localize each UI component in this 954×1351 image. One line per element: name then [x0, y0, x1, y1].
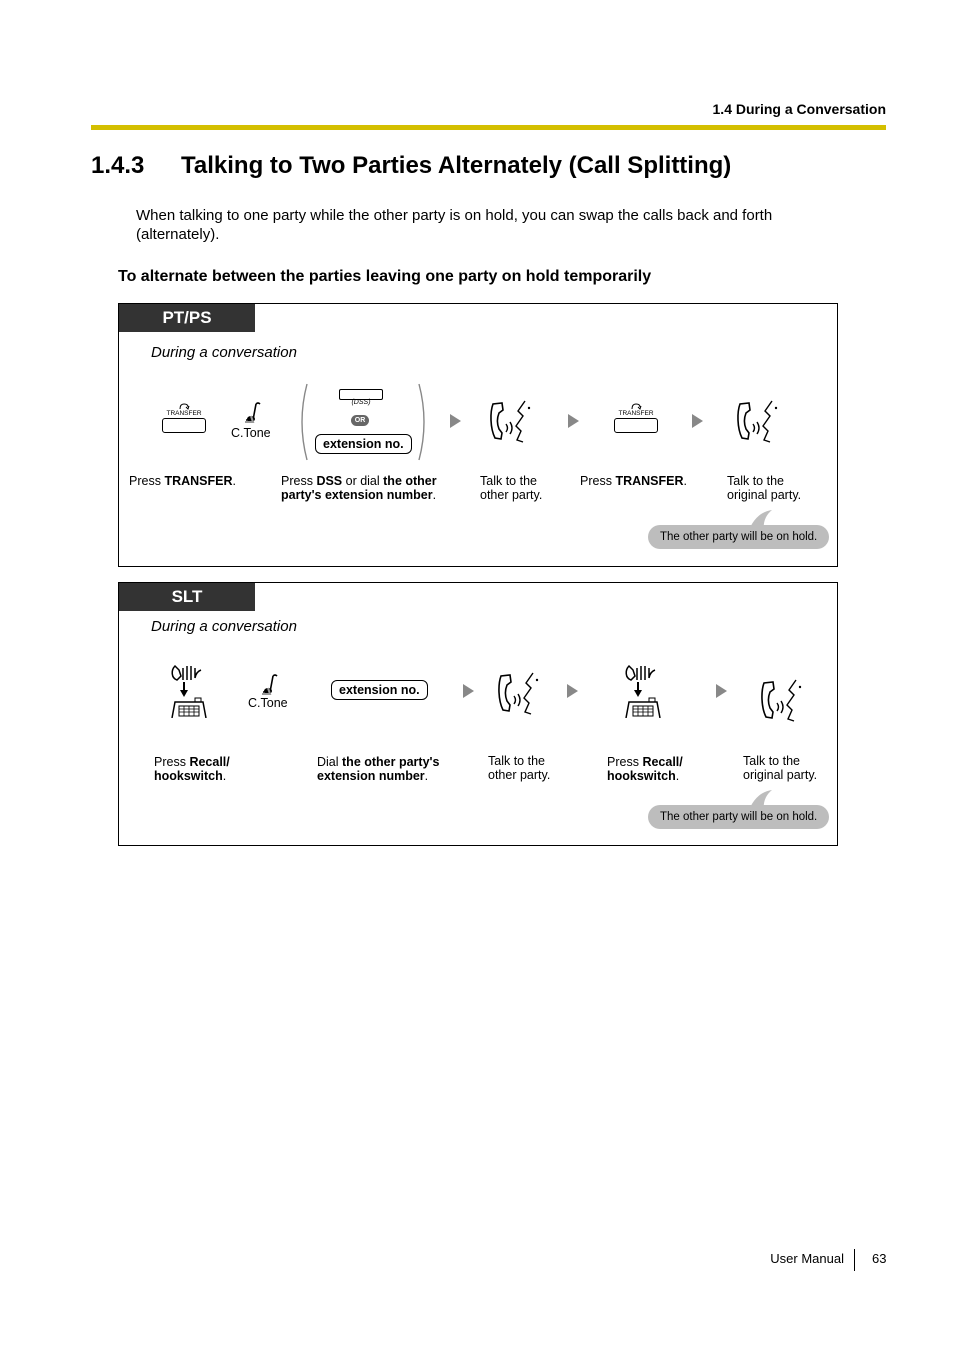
extension-no-button: extension no.	[315, 434, 412, 454]
arrow-icon	[692, 414, 703, 428]
page-title: Talking to Two Parties Alternately (Call Splitting)	[181, 152, 732, 179]
panel-ptps	[118, 303, 838, 567]
ctone-label: C.Tone	[231, 426, 271, 440]
arrow-icon	[463, 684, 474, 698]
arrow-icon	[450, 414, 461, 428]
during-label: During a conversation	[151, 344, 297, 361]
transfer-label: TRANSFER	[166, 410, 202, 417]
transfer-key	[614, 418, 658, 433]
step-caption: Dial the other party's extension number.	[317, 755, 440, 783]
footer-divider	[854, 1249, 855, 1271]
ctone-label: C.Tone	[248, 696, 288, 710]
transfer-key	[162, 418, 206, 433]
step-caption: Press DSS or dial the other party's extension number.	[281, 474, 437, 502]
step-caption: Talk to the other party.	[488, 754, 551, 782]
confirmation-tone-icon	[260, 670, 280, 696]
curl-arrow-icon	[630, 402, 642, 410]
subheading: To alternate between the parties leaving one party on hold temporarily	[118, 268, 652, 285]
curl-arrow-icon	[178, 402, 190, 410]
intro-text: When talking to one party while the other party is on hold, you can swap the calls back and forth (alternately).	[136, 207, 773, 243]
arrow-icon	[716, 684, 727, 698]
extension-no-button: extension no.	[331, 680, 428, 700]
step-caption: Press Recall/ hookswitch.	[607, 755, 683, 783]
step-caption: Talk to the other party.	[480, 474, 543, 502]
section-number: 1.4.3	[91, 152, 145, 179]
talk-icon	[487, 398, 537, 444]
hold-note: The other party will be on hold.	[648, 525, 829, 549]
hold-note: The other party will be on hold.	[648, 805, 829, 829]
tab-ptps: PT/PS	[119, 304, 255, 332]
or-badge: OR	[351, 415, 369, 426]
step-caption: Talk to the original party.	[743, 754, 818, 782]
dss-label: (DSS)	[351, 399, 371, 406]
arrow-icon	[567, 684, 578, 698]
tab-slt: SLT	[119, 583, 255, 611]
during-label: During a conversation	[151, 618, 297, 635]
step-caption: Talk to the original party.	[727, 474, 802, 502]
talk-icon	[758, 677, 808, 723]
hookswitch-icon	[169, 662, 209, 718]
section-header: 1.4 During a Conversation	[712, 101, 886, 117]
arrow-icon	[568, 414, 579, 428]
header-rule	[91, 125, 886, 130]
talk-icon	[734, 398, 784, 444]
panel-slt	[118, 582, 838, 846]
talk-icon	[495, 670, 545, 716]
step-caption: Press Recall/ hookswitch.	[154, 755, 230, 783]
page-number: 63	[872, 1251, 887, 1266]
hookswitch-icon	[623, 662, 663, 718]
transfer-label: TRANSFER	[618, 410, 654, 417]
footer-label: User Manual	[770, 1251, 844, 1266]
confirmation-tone-icon	[243, 398, 263, 424]
step-caption: Press TRANSFER.	[580, 474, 687, 488]
step-caption: Press TRANSFER.	[129, 474, 236, 488]
